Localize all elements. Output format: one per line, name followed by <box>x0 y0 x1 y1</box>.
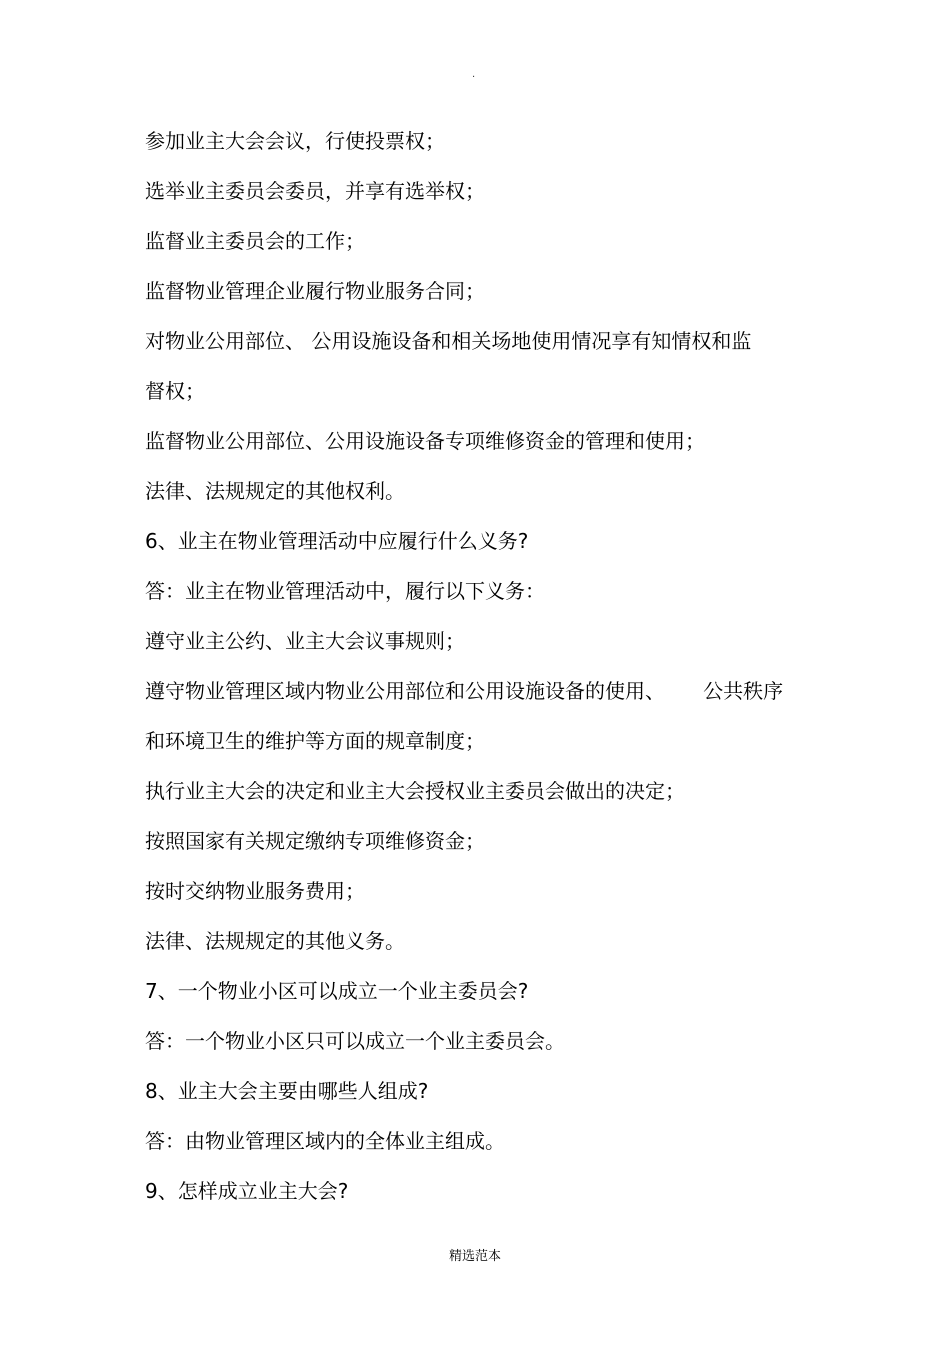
text-line: 选举业主委员会委员，并享有选举权； <box>145 179 485 203</box>
question-heading: 8、业主大会主要由哪些人组成? <box>145 1079 429 1103</box>
text-line: 法律、法规规定的其他权利。 <box>145 479 405 503</box>
text-line: 监督物业管理企业履行物业服务合同； <box>145 279 485 303</box>
question-heading: 7、一个物业小区可以成立一个业主委员会? <box>145 979 529 1003</box>
text-line: 和环境卫生的维护等方面的规章制度； <box>145 729 485 753</box>
text-line: 监督业主委员会的工作； <box>145 229 365 253</box>
text-line: 按照国家有关规定缴纳专项维修资金； <box>145 829 485 853</box>
question-heading: 9、怎样成立业主大会? <box>145 1179 349 1203</box>
text-line: 参加业主大会会议，行使投票权； <box>145 129 445 153</box>
header-mark: . <box>472 69 476 80</box>
text-line: 对物业公用部位、 公用设施设备和相关场地使用情况享有知情权和监 <box>145 329 752 353</box>
answer-line: 答：由物业管理区域内的全体业主组成。 <box>145 1129 505 1153</box>
answer-line: 答：业主在物业管理活动中，履行以下义务： <box>145 579 545 603</box>
text-line: 按时交纳物业服务费用； <box>145 879 365 903</box>
text-line: 遵守物业管理区域内物业公用部位和公用设施设备的使用、 公共秩序 <box>145 679 784 703</box>
answer-line: 答：一个物业小区只可以成立一个业主委员会。 <box>145 1029 565 1053</box>
page-footer: 精选范本 <box>448 1249 501 1264</box>
text-line: 督权； <box>145 379 205 403</box>
text-line: 执行业主大会的决定和业主大会授权业主委员会做出的决定； <box>145 779 685 803</box>
document-body <box>145 123 825 1223</box>
text-line: 遵守业主公约、业主大会议事规则； <box>145 629 465 653</box>
text-line: 法律、法规规定的其他义务。 <box>145 929 405 953</box>
question-heading: 6、业主在物业管理活动中应履行什么义务? <box>145 529 529 553</box>
text-line: 监督物业公用部位、公用设施设备专项维修资金的管理和使用； <box>145 429 705 453</box>
